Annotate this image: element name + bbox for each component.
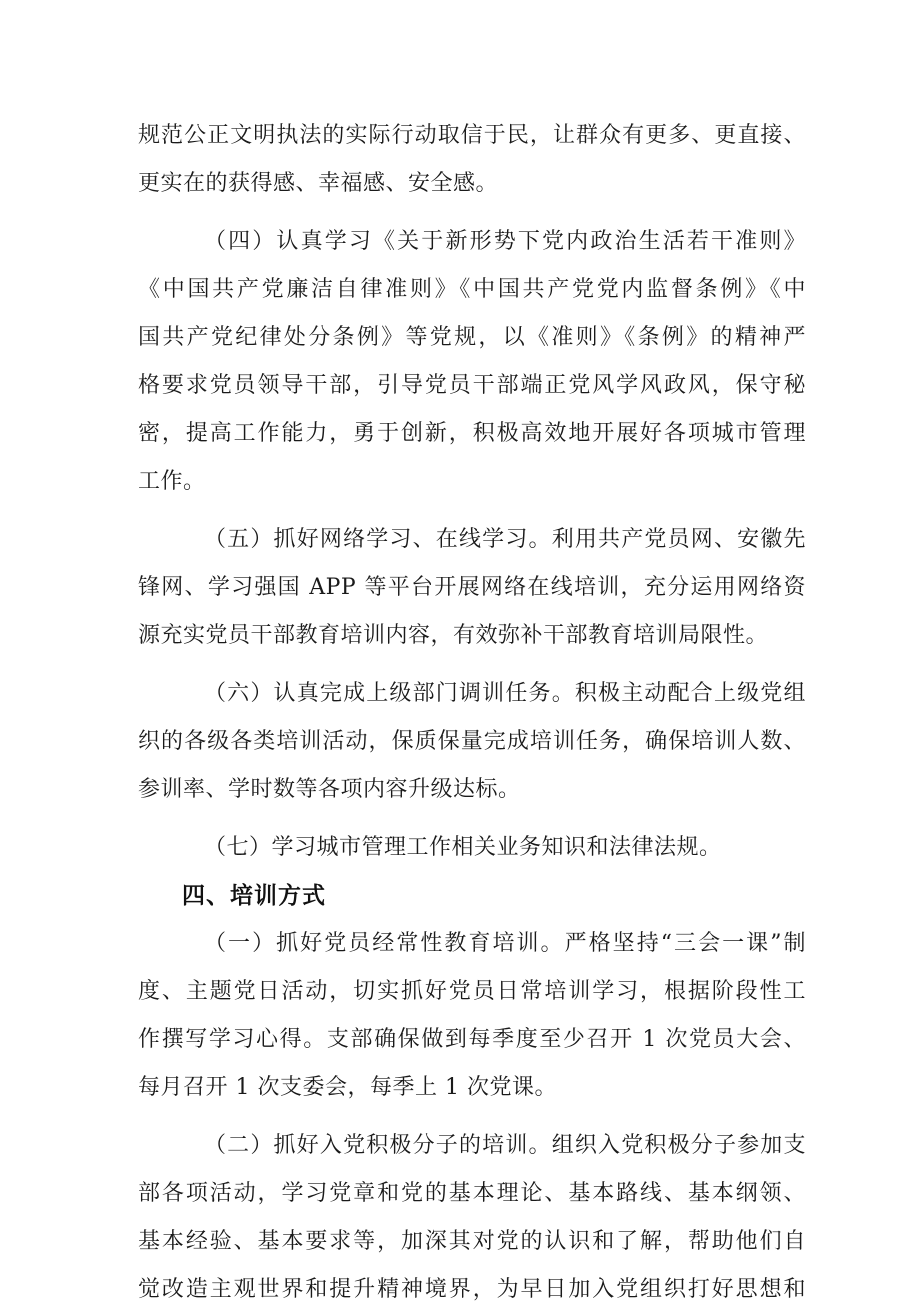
paragraph-5 bbox=[138, 824, 806, 872]
text-line: 觉改造主观世界和提升精神境界，为早日加入党组织打好思想和 bbox=[138, 1277, 806, 1302]
paragraph-1 bbox=[138, 112, 806, 208]
text-line: 格要求党员领导干部，引导党员干部端正党风学风政风，保守秘 bbox=[138, 373, 806, 398]
paragraph-2 bbox=[138, 218, 806, 506]
text-line: （七）学习城市管理工作相关业务知识和法律法规。 bbox=[204, 835, 722, 860]
document-body bbox=[138, 112, 806, 1314]
paragraph-6 bbox=[138, 920, 806, 1112]
paragraph-3 bbox=[138, 516, 806, 660]
text-line: 每月召开 1 次支委会，每季上 1 次党课。 bbox=[138, 1075, 557, 1100]
text-line: 更实在的获得感、幸福感、安全感。 bbox=[138, 171, 499, 196]
text-line: 织的各级各类培训活动，保质保量完成培训任务，确保培训人数、 bbox=[138, 729, 806, 754]
text-line: （四）认真学习《关于新形势下党内政治生活若干准则》 bbox=[204, 229, 806, 254]
paragraph-7 bbox=[138, 1122, 806, 1314]
section-heading: 四、培训方式 bbox=[182, 883, 326, 909]
text-line: （六）认真完成上级部门调训任务。积极主动配合上级党组 bbox=[204, 681, 806, 706]
text-line: （二）抓好入党积极分子的培训。组织入党积极分子参加支 bbox=[204, 1133, 806, 1158]
text-line: 锋网、学习强国 APP 等平台开展网络在线培训，充分运用网络资 bbox=[138, 575, 806, 600]
text-line: 参训率、学时数等各项内容升级达标。 bbox=[138, 777, 521, 802]
text-line: 基本经验、基本要求等，加深其对党的认识和了解，帮助他们自 bbox=[138, 1229, 806, 1254]
text-line: 度、主题党日活动，切实抓好党员日常培训学习，根据阶段性工 bbox=[138, 979, 806, 1004]
text-line: 国共产党纪律处分条例》等党规，以《准则》《条例》的精神严 bbox=[138, 325, 806, 350]
text-line: 规范公正文明执法的实际行动取信于民，让群众有更多、更直接、 bbox=[138, 123, 806, 148]
text-line: （一）抓好党员经常性教育培训。严格坚持“三会一课”制 bbox=[204, 931, 806, 956]
paragraph-4 bbox=[138, 670, 806, 814]
text-line: 部各项活动，学习党章和党的基本理论、基本路线、基本纲领、 bbox=[138, 1181, 806, 1206]
text-line: 作撰写学习心得。支部确保做到每季度至少召开 1 次党员大会、 bbox=[138, 1027, 806, 1052]
text-line: 源充实党员干部教育培训内容，有效弥补干部教育培训局限性。 bbox=[138, 623, 769, 648]
text-line: 工作。 bbox=[138, 469, 206, 494]
text-line: 《中国共产党廉洁自律准则》《中国共产党党内监督条例》《中 bbox=[138, 277, 806, 302]
text-line: （五）抓好网络学习、在线学习。利用共产党员网、安徽先 bbox=[204, 527, 806, 552]
text-line: 密，提高工作能力，勇于创新，积极高效地开展好各项城市管理 bbox=[138, 421, 806, 446]
